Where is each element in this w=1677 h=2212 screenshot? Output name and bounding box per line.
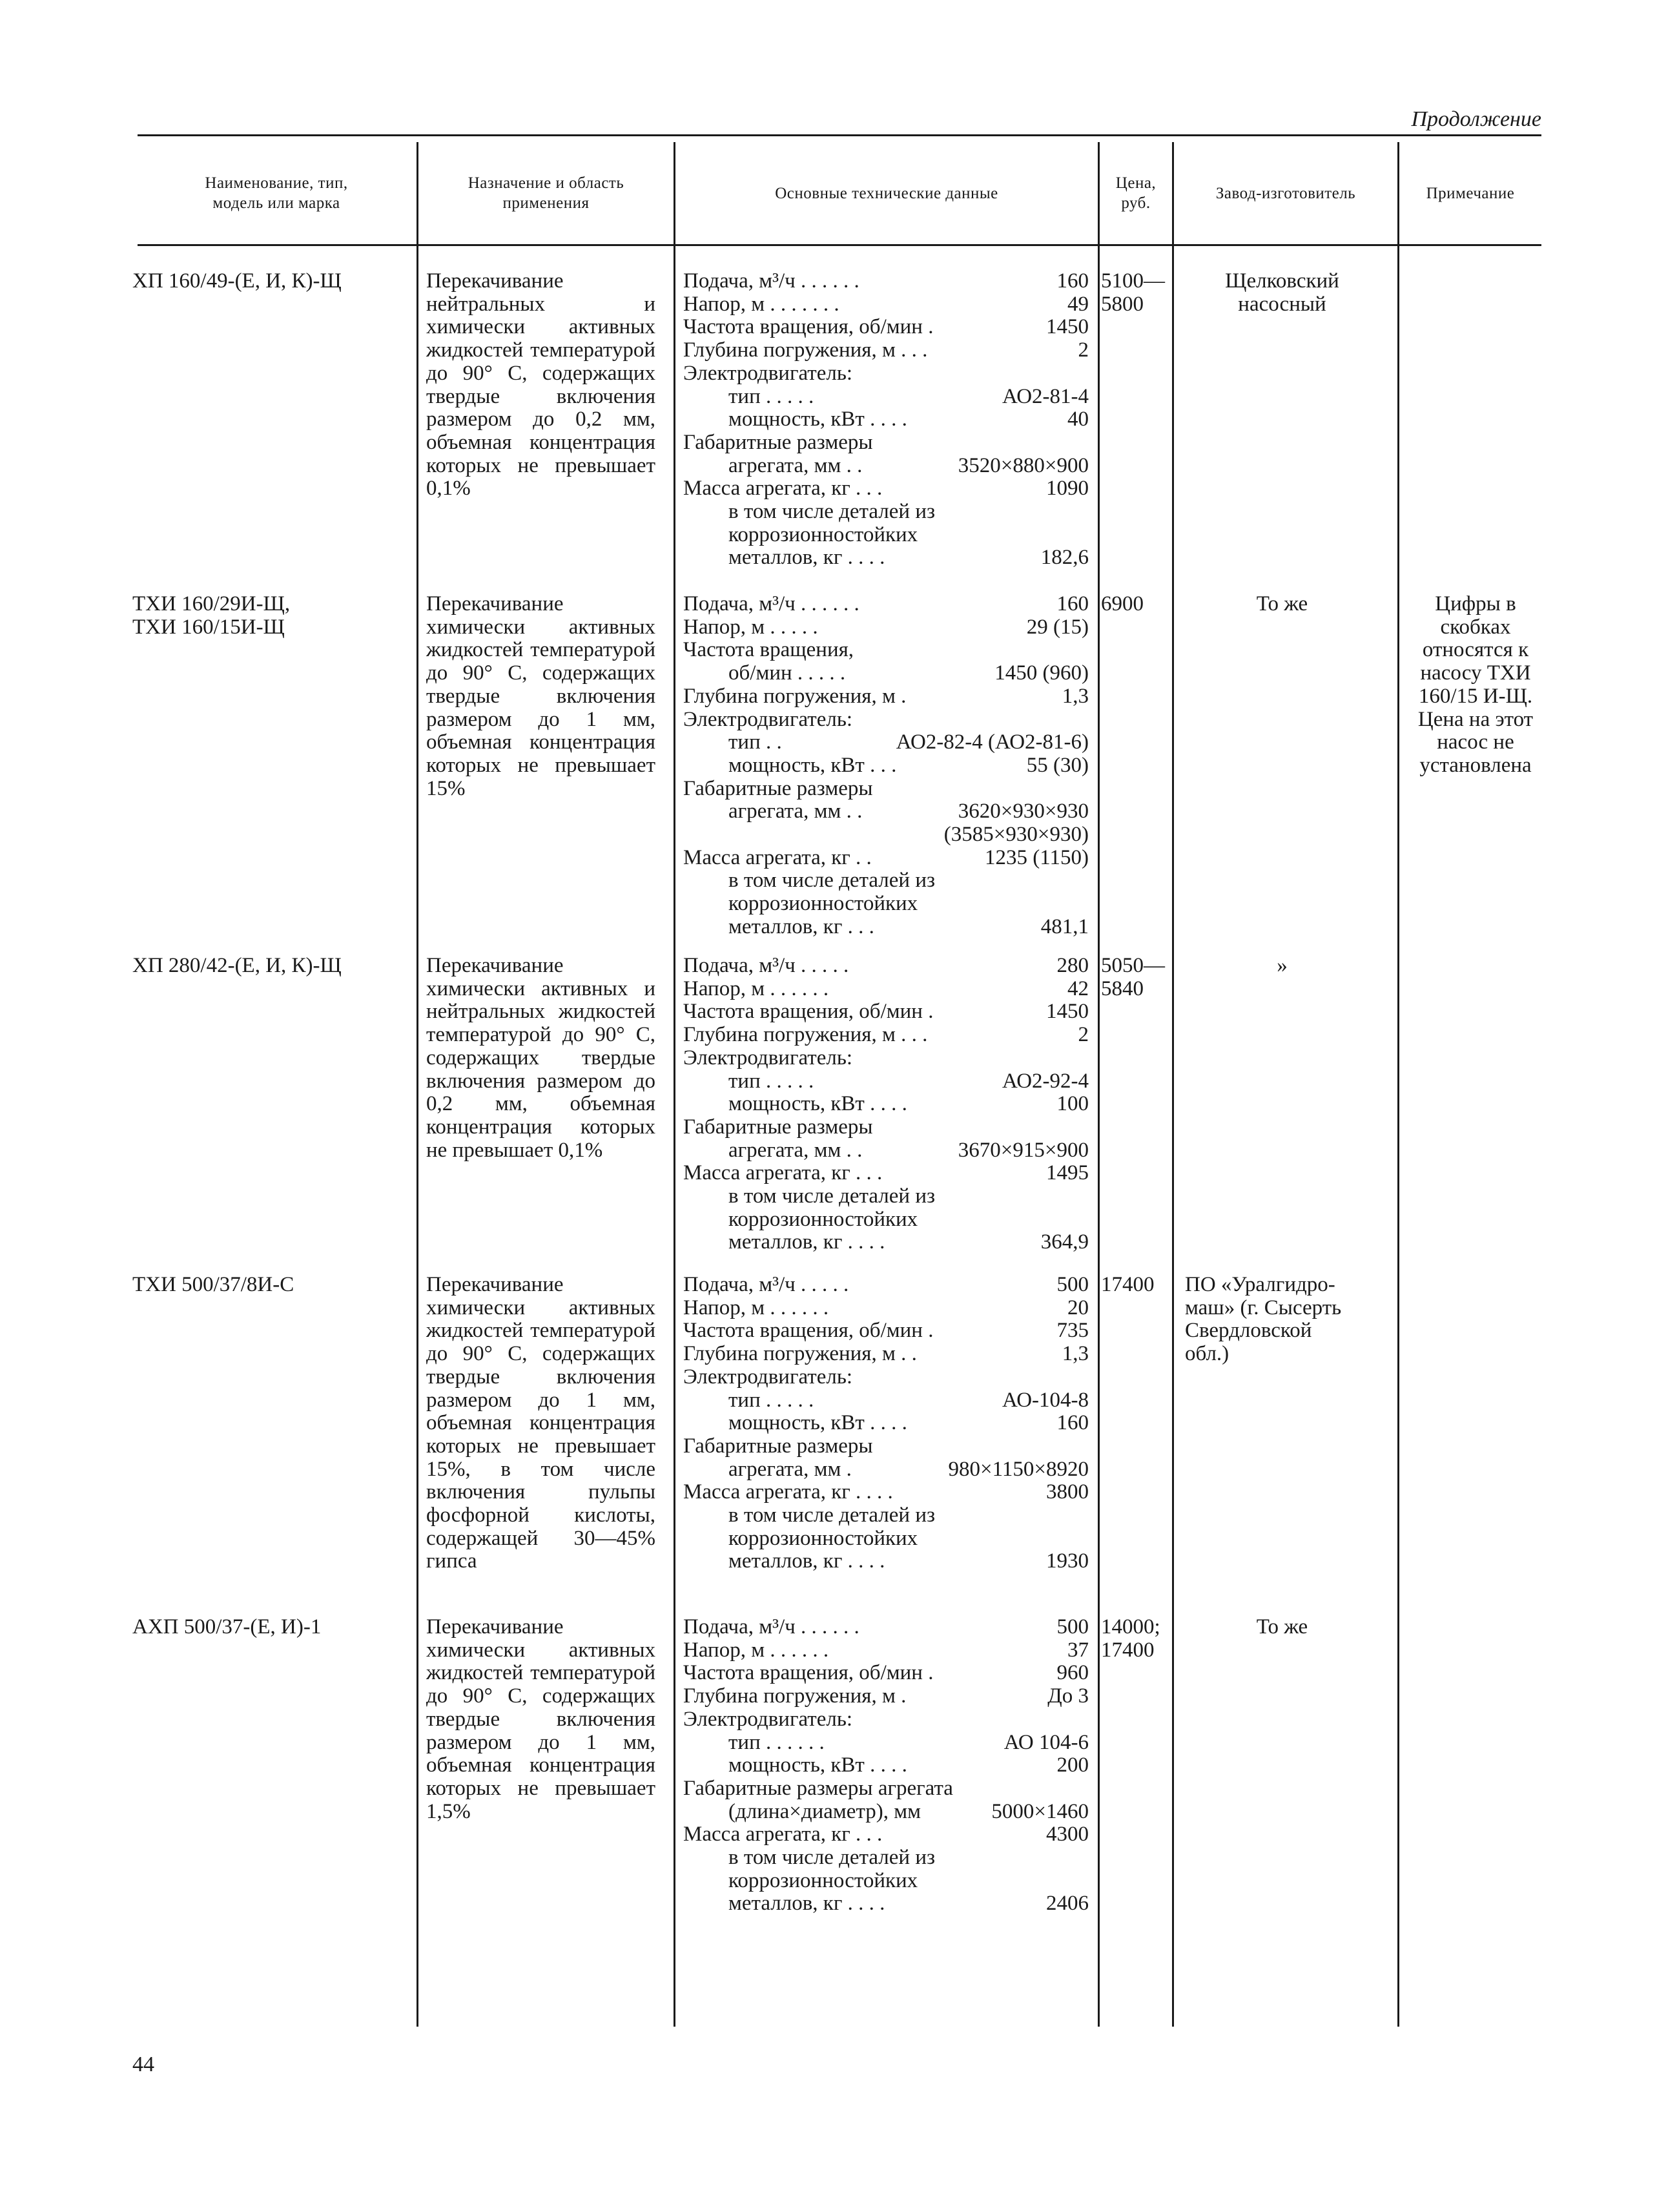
spec-value: До 3: [1047, 1684, 1089, 1708]
spec-line: [683, 455, 1089, 478]
spec-line: [683, 685, 1089, 708]
spec-label: металлов, кг . . . .: [728, 1549, 885, 1573]
spec-line: [683, 524, 1089, 547]
spec-label: в том числе деталей из: [728, 500, 936, 524]
spec-label: Напор, м . . . . . .: [683, 1638, 829, 1662]
spec-line: [683, 1116, 1089, 1139]
manufacturer: То же: [1256, 1615, 1308, 1638]
spec-label: мощность, кВт . . . .: [728, 408, 907, 431]
spec-value: 2: [1078, 1023, 1089, 1047]
spec-label: агрегата, мм . .: [728, 453, 863, 477]
spec-label: коррозионностойких: [728, 522, 918, 546]
spec-label: металлов, кг . . .: [728, 915, 874, 938]
spec-line: [683, 1662, 1089, 1685]
spec-label: мощность, кВт . . . .: [728, 1092, 907, 1116]
spec-label: коррозионностойких: [728, 1868, 918, 1892]
spec-line: [683, 916, 1089, 939]
spec-line: [683, 1458, 1089, 1482]
header-purpose: Назначение и область применения: [468, 174, 624, 212]
pump-purpose: Перекачивание химически активных жидкостей температурой до 90° С, содержащих твердые включения размером до 1 мм, объемная концентрация которых не превышает 1,5%: [426, 1615, 655, 1823]
spec-line: [683, 362, 1089, 386]
spec-line: [683, 847, 1089, 870]
spec-label: Напор, м . . . . . .: [683, 1296, 829, 1319]
spec-line: [683, 1070, 1089, 1093]
header-manufacturer: Завод-изготовитель: [1215, 185, 1356, 202]
page-number: 44: [132, 2052, 154, 2076]
spec-label: Габаритные размеры: [683, 430, 873, 454]
note: Цифры в скобках относятся к насосу ТХИ 160/15 И-Щ. Цена на этот насос не установлена: [1417, 592, 1534, 777]
header-note: Примечание: [1426, 185, 1515, 202]
spec-label: Глубина погружения, м . . .: [683, 1023, 928, 1047]
spec-line: [683, 546, 1089, 570]
manufacturer: »: [1277, 954, 1288, 977]
spec-line: [683, 731, 1089, 754]
spec-label: мощность, кВт . . .: [728, 753, 897, 777]
spec-line: [683, 662, 1089, 685]
price: 14000; 17400: [1101, 1615, 1160, 1662]
technical-data: [683, 270, 1089, 570]
column-divider: [1172, 142, 1174, 2027]
spec-value: 980×1150×8920: [948, 1457, 1089, 1481]
spec-line: [683, 1231, 1089, 1254]
spec-value: 100: [1056, 1092, 1089, 1116]
spec-value: 1450 (960): [994, 661, 1089, 685]
continuation-label: Продолжение: [1411, 107, 1541, 131]
spec-label: Подача, м³/ч . . . . . .: [683, 269, 859, 293]
spec-line: [683, 978, 1089, 1001]
spec-line: [683, 1274, 1089, 1297]
spec-value: 160: [1056, 592, 1089, 615]
spec-line: [683, 1550, 1089, 1573]
spec-line: [683, 293, 1089, 316]
spec-line: [683, 1047, 1089, 1070]
spec-value: 3670×915×900: [958, 1138, 1089, 1162]
spec-line: [683, 639, 1089, 662]
price: 17400: [1101, 1273, 1155, 1296]
spec-line: [683, 1343, 1089, 1366]
spec-line: [683, 339, 1089, 362]
spec-label: Частота вращения, об/мин .: [683, 1661, 934, 1685]
spec-line: [683, 1823, 1089, 1846]
table-top-rule: [138, 134, 1541, 136]
spec-label: Электродвигатель:: [683, 1707, 853, 1731]
spec-value: 3620×930×930: [958, 800, 1089, 823]
header-name: Наименование, тип, модель или марка: [205, 174, 348, 212]
spec-line: [683, 778, 1089, 801]
spec-value: 1495: [1046, 1161, 1089, 1185]
spec-label: тип . . . . .: [728, 1388, 814, 1412]
spec-label: Подача, м³/ч . . . . . .: [683, 592, 859, 615]
spec-line: [683, 1870, 1089, 1893]
spec-label: тип . . . . . .: [728, 1730, 825, 1754]
column-divider: [1397, 142, 1399, 2027]
spec-value: 1235 (1150): [984, 845, 1089, 869]
spec-label: коррозионностойких: [728, 1207, 918, 1231]
spec-line: [683, 1481, 1089, 1504]
spec-value: 160: [1056, 1411, 1089, 1435]
spec-value: 200: [1056, 1753, 1089, 1777]
spec-line: [683, 1685, 1089, 1708]
spec-value: АО2-82-4 (АО2-81-6): [896, 730, 1089, 754]
spec-value: 735: [1056, 1319, 1089, 1343]
spec-label: металлов, кг . . . .: [728, 546, 885, 570]
spec-value: 55 (30): [1026, 753, 1089, 777]
spec-line: [683, 708, 1089, 732]
spec-label: (длина×диаметр), мм: [728, 1799, 921, 1823]
spec-label: коррозионностойких: [728, 892, 918, 916]
spec-label: Частота вращения, об/мин .: [683, 1319, 934, 1343]
pump-purpose: Перекачивание химически активных жидкостей температурой до 90° С, содержащих твердые включения размером до 1 мм, объемная концентрация которых не превышает 15%: [426, 592, 655, 800]
spec-value: (3585×930×930): [943, 823, 1089, 847]
spec-label: коррозионностойких: [728, 1526, 918, 1550]
column-divider: [1098, 142, 1100, 2027]
spec-label: Электродвигатель:: [683, 1365, 853, 1389]
manufacturer: То же: [1256, 592, 1308, 615]
header-price: Цена, руб.: [1115, 174, 1157, 212]
spec-line: [683, 1846, 1089, 1870]
spec-label: Напор, м . . . . .: [683, 615, 818, 639]
spec-line: [683, 270, 1089, 293]
spec-line: [683, 893, 1089, 916]
pump-purpose: Перекачивание химически активных жидкостей температурой до 90° С, содержащих твердые включения размером до 1 мм, объемная концентрация которых не превышает 15%, в том числе включения пульпы фосфорной кислоты, содержащей 30—45% гипса: [426, 1273, 655, 1573]
spec-line: [683, 593, 1089, 616]
spec-label: Подача, м³/ч . . . . . .: [683, 1615, 859, 1638]
spec-value: 1450: [1046, 315, 1089, 339]
column-divider: [674, 142, 675, 2027]
spec-value: 160: [1056, 269, 1089, 293]
spec-value: 280: [1056, 954, 1089, 977]
spec-label: Напор, м . . . . . .: [683, 977, 829, 1000]
spec-label: в том числе деталей из: [728, 869, 936, 893]
technical-data: [683, 1616, 1089, 1916]
spec-label: Масса агрегата, кг . . .: [683, 1161, 883, 1185]
spec-line: [683, 1412, 1089, 1435]
pump-model: ТХИ 160/29И-Щ, ТХИ 160/15И-Щ: [132, 592, 291, 639]
spec-value: 1090: [1046, 477, 1089, 501]
spec-label: металлов, кг . . . .: [728, 1892, 885, 1916]
spec-value: 42: [1067, 977, 1089, 1000]
spec-line: [683, 1208, 1089, 1232]
spec-line: [683, 1093, 1089, 1116]
spec-label: в том числе деталей из: [728, 1184, 936, 1208]
spec-line: [683, 869, 1089, 893]
spec-line: [683, 1162, 1089, 1185]
pump-model: ХП 280/42-(Е, И, К)-Щ: [132, 954, 342, 977]
spec-label: Глубина погружения, м . .: [683, 1342, 917, 1366]
spec-line: [683, 1319, 1089, 1343]
spec-label: Габаритные размеры: [683, 1434, 873, 1458]
spec-line: [683, 316, 1089, 339]
pump-purpose: Перекачивание нейтральных и химически активных жидкостей температурой до 90° С, содержащих твердые включения размером до 0,2 мм, объемная концентрация которых не превышает 0,1%: [426, 269, 655, 501]
spec-line: [683, 754, 1089, 778]
spec-value: 3520×880×900: [958, 453, 1089, 477]
spec-label: Масса агрегата, кг . . .: [683, 1823, 883, 1846]
spec-label: в том числе деталей из: [728, 1846, 936, 1870]
spec-line: [683, 431, 1089, 455]
spec-line: [683, 1297, 1089, 1320]
spec-line: [683, 1139, 1089, 1163]
spec-line: [683, 955, 1089, 978]
spec-label: Частота вращения, об/мин .: [683, 315, 934, 339]
spec-value: 481,1: [1040, 915, 1089, 938]
spec-line: [683, 1777, 1089, 1801]
spec-line: [683, 1527, 1089, 1551]
spec-line: [683, 1366, 1089, 1389]
spec-line: [683, 408, 1089, 431]
price: 6900: [1101, 592, 1144, 615]
spec-line: [683, 1754, 1089, 1777]
spec-value: 40: [1067, 408, 1089, 431]
spec-label: Частота вращения, об/мин .: [683, 1000, 934, 1024]
spec-value: 960: [1056, 1661, 1089, 1685]
spec-value: 20: [1067, 1296, 1089, 1319]
spec-label: Глубина погружения, м . . .: [683, 338, 928, 362]
spec-label: Подача, м³/ч . . . . .: [683, 1273, 849, 1296]
spec-line: [683, 1731, 1089, 1755]
manufacturer: Щелковский насосный: [1225, 269, 1339, 316]
spec-label: Электродвигатель:: [683, 361, 853, 385]
spec-line: [683, 501, 1089, 524]
pump-purpose: Перекачивание химически активных и нейтральных жидкостей температурой до 90° С, содержащих твердые включения размером до 0,2 мм, объемная концентрация которых не превышает 0,1%: [426, 954, 655, 1162]
spec-label: Габаритные размеры агрегата: [683, 1776, 953, 1800]
spec-line: [683, 1801, 1089, 1824]
spec-label: Габаритные размеры: [683, 1115, 873, 1139]
technical-data: [683, 955, 1089, 1254]
pump-model: ТХИ 500/37/8И-С: [132, 1273, 294, 1296]
spec-line: [683, 477, 1089, 501]
spec-label: Напор, м . . . . . . .: [683, 292, 839, 316]
spec-value: АО-104-8: [1002, 1388, 1089, 1412]
spec-label: тип . .: [728, 730, 782, 754]
price: 5050— 5840: [1101, 954, 1165, 1000]
spec-value: 2: [1078, 338, 1089, 362]
spec-value: 182,6: [1040, 546, 1089, 570]
spec-label: Масса агрегата, кг . . . .: [683, 1480, 893, 1504]
spec-label: Электродвигатель:: [683, 707, 853, 731]
spec-label: мощность, кВт . . . .: [728, 1411, 907, 1435]
spec-line: [683, 1435, 1089, 1458]
spec-value: 2406: [1046, 1892, 1089, 1916]
spec-value: 1930: [1046, 1549, 1089, 1573]
spec-value: АО 104-6: [1003, 1730, 1089, 1754]
spec-label: Глубина погружения, м .: [683, 684, 907, 708]
spec-value: 1,3: [1062, 684, 1089, 708]
spec-line: [683, 1639, 1089, 1662]
spec-line: [683, 823, 1089, 847]
spec-label: Подача, м³/ч . . . . .: [683, 954, 849, 977]
manufacturer: ПО «Уралгидро- маш» (г. Сысерть Свердловской обл.): [1185, 1273, 1342, 1366]
spec-value: 500: [1056, 1273, 1089, 1296]
technical-data: [683, 593, 1089, 939]
spec-line: [683, 1504, 1089, 1527]
spec-label: Глубина погружения, м .: [683, 1684, 907, 1708]
spec-line: [683, 616, 1089, 639]
header-tech: Основные технические данные: [775, 185, 998, 202]
spec-value: 1,3: [1062, 1342, 1089, 1366]
spec-value: 3800: [1046, 1480, 1089, 1504]
pump-model: АХП 500/37-(Е, И)-1: [132, 1615, 322, 1638]
spec-label: мощность, кВт . . . .: [728, 1753, 907, 1777]
spec-value: 5000×1460: [991, 1799, 1089, 1823]
spec-label: агрегата, мм . .: [728, 800, 863, 823]
spec-label: Габаритные размеры: [683, 776, 873, 800]
price: 5100— 5800: [1101, 269, 1165, 316]
spec-line: [683, 800, 1089, 823]
spec-label: металлов, кг . . . .: [728, 1230, 885, 1254]
pump-model: ХП 160/49-(Е, И, К)-Щ: [132, 269, 342, 293]
spec-value: 1450: [1046, 1000, 1089, 1024]
spec-value: АО2-92-4: [1002, 1069, 1089, 1093]
column-divider: [417, 142, 418, 2027]
spec-line: [683, 1389, 1089, 1412]
spec-value: 49: [1067, 292, 1089, 316]
spec-label: Частота вращения,: [683, 638, 854, 662]
spec-label: агрегата, мм . .: [728, 1138, 863, 1162]
spec-line: [683, 1892, 1089, 1916]
spec-label: Масса агрегата, кг . . .: [683, 477, 883, 501]
header-bottom-rule: [138, 244, 1541, 246]
spec-line: [683, 1185, 1089, 1208]
spec-value: АО2-81-4: [1002, 384, 1089, 408]
spec-label: об/мин . . . . .: [728, 661, 846, 685]
spec-line: [683, 1616, 1089, 1639]
spec-line: [683, 1024, 1089, 1047]
spec-value: 364,9: [1040, 1230, 1089, 1254]
spec-label: тип . . . . .: [728, 1069, 814, 1093]
spec-line: [683, 1000, 1089, 1024]
spec-label: Электродвигатель:: [683, 1046, 853, 1070]
technical-data: [683, 1274, 1089, 1573]
spec-label: Масса агрегата, кг . .: [683, 845, 872, 869]
spec-value: 500: [1056, 1615, 1089, 1638]
spec-label: тип . . . . .: [728, 384, 814, 408]
spec-value: 29 (15): [1026, 615, 1089, 639]
spec-line: [683, 1708, 1089, 1731]
spec-value: 37: [1067, 1638, 1089, 1662]
spec-label: агрегата, мм .: [728, 1457, 852, 1481]
spec-value: 4300: [1046, 1823, 1089, 1846]
spec-label: в том числе деталей из: [728, 1504, 936, 1527]
spec-line: [683, 386, 1089, 409]
